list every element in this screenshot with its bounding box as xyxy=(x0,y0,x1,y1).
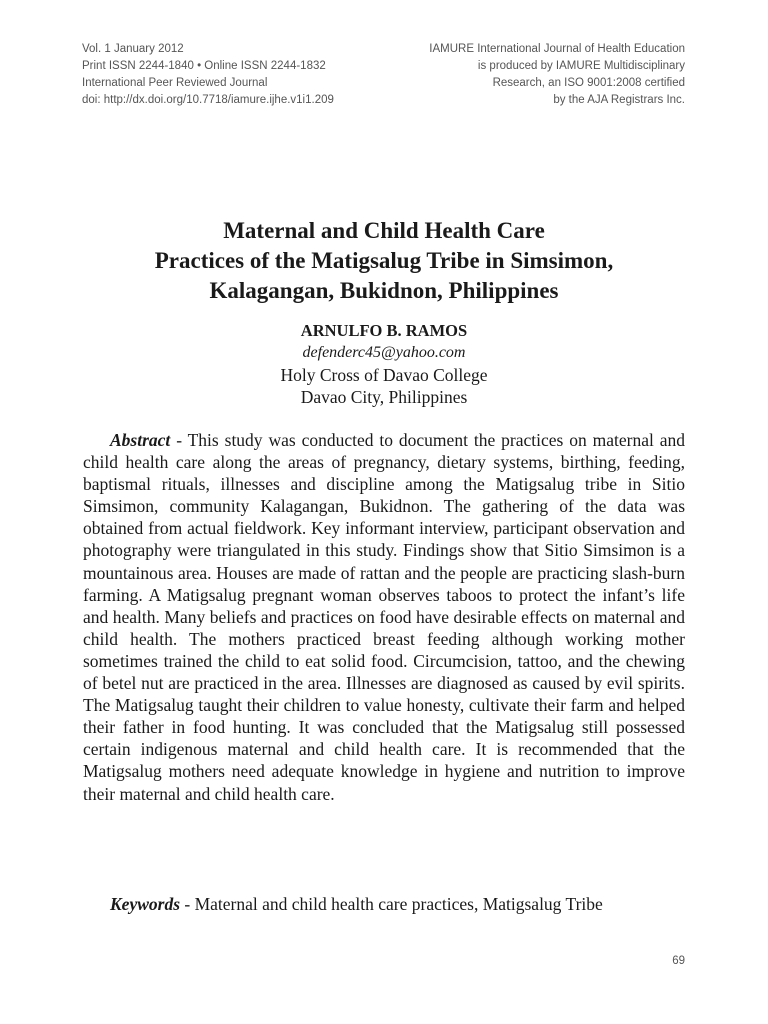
doi-link[interactable]: doi: http://dx.doi.org/10.7718/iamure.ijhe.v1i1.209 xyxy=(82,94,334,106)
issn-line: Print ISSN 2244-1840 • Online ISSN 2244-1832 xyxy=(82,60,326,72)
certification-line: Research, an ISO 9001:2008 certified xyxy=(492,77,685,89)
abstract-label: Abstract xyxy=(110,430,171,450)
title-line-3: Kalagangan, Bukidnon, Philippines xyxy=(209,278,559,303)
volume-date: Vol. 1 January 2012 xyxy=(82,43,184,55)
abstract-paragraph xyxy=(83,429,685,805)
title-line-1: Maternal and Child Health Care xyxy=(223,218,545,243)
author-institution: Holy Cross of Davao College xyxy=(280,365,488,385)
author-name: ARNULFO B. RAMOS xyxy=(300,321,468,340)
journal-info-left xyxy=(82,41,334,109)
keywords-label: Keywords xyxy=(110,894,180,914)
publisher-line: is produced by IAMURE Multidisciplinary xyxy=(477,60,685,72)
author-email[interactable]: defenderc45@yahoo.com xyxy=(302,344,466,361)
journal-info-right xyxy=(429,41,685,109)
author-location: Davao City, Philippines xyxy=(300,387,468,407)
keywords-text: - Maternal and child health care practices, Matigsalug Tribe xyxy=(180,894,603,914)
registrar-line: by the AJA Registrars Inc. xyxy=(553,94,685,106)
author-block xyxy=(84,320,684,408)
journal-name: IAMURE International Journal of Health Education xyxy=(429,43,685,55)
keywords-paragraph xyxy=(83,893,685,915)
review-type: International Peer Reviewed Journal xyxy=(82,77,268,89)
page-number: 69 xyxy=(672,955,685,967)
title-line-2: Practices of the Matigsalug Tribe in Simsimon, xyxy=(154,248,614,273)
abstract-text: - This study was conducted to document the practices on maternal and child health care along the areas of pregnancy, dietary systems, birthing, feeding, baptismal rituals, illnesses and discipline among the Matigsalug tribe in Sitio Simsimon, community Kalagangan, Bukidnon. The gathering of the data was obtained from actual fieldwork. Key informant interview, participant observation and photography were triangulated in this study. Findings show that Sitio Simsimon is a mountainous area. Houses are made of rattan and the people are practicing slash-burn farming. A Matigsalug pregnant woman observes taboos to protect the infant’s life and health. Many beliefs and practices on food have desirable effects on maternal and child health. The mothers practiced breast feeding although working mother sometimes trained the child to eat solid food. Circumcision, tattoo, and the chewing of betel nut are practiced in the area. Illnesses are diagnosed as caused by evil spirits. The Matigsalug taught their children to value honesty, cultivate their farm and helped their father in food hunting. It was concluded that the Matigsalug still possessed certain indigenous maternal and child health care. It is recommended that the Matigsalug mothers need adequate knowledge in hygiene and nutrition to improve their maternal and child health care. xyxy=(83,430,685,804)
paper-title xyxy=(60,216,708,306)
